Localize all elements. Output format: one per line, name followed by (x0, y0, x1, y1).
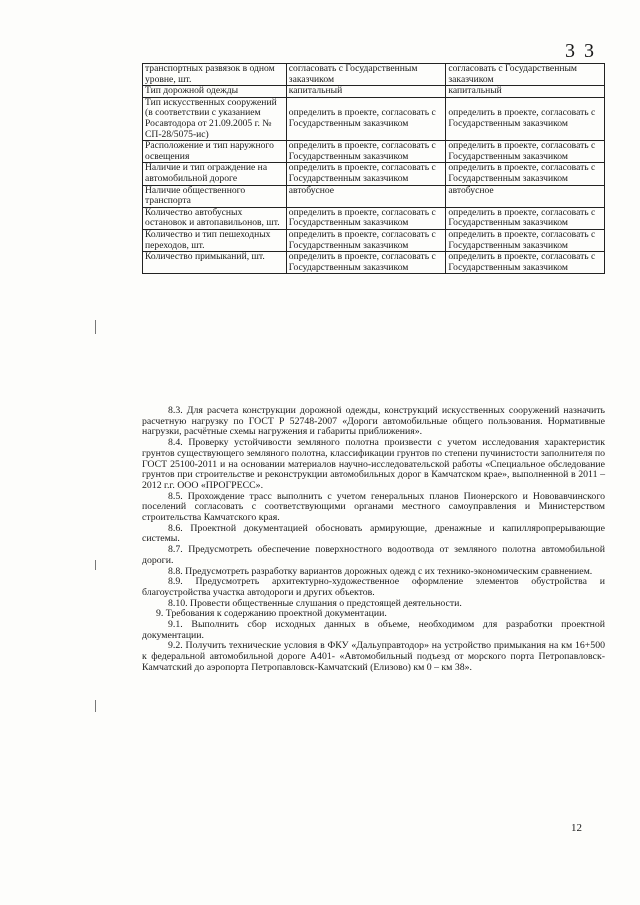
target-value-cell: определить в проекте, согласовать с Государственным заказчиком (446, 229, 605, 251)
design-value-cell: определить в проекте, согласовать с Государственным заказчиком (286, 207, 446, 229)
table-row (143, 97, 605, 140)
target-value-cell: определить в проекте, согласовать с Государственным заказчиком (446, 207, 605, 229)
design-value-cell: определить в проекте, согласовать с Государственным заказчиком (286, 97, 446, 140)
table-row (143, 64, 605, 86)
design-value-cell: определить в проекте, согласовать с Государственным заказчиком (286, 163, 446, 185)
paragraph: 8.9. Предусмотреть архитектурно-художественное оформление элементов обустройства и благоустройства участка автодороги и других объектов. (142, 576, 605, 598)
target-value-cell: определить в проекте, согласовать с Государственным заказчиком (446, 252, 605, 274)
target-value-cell: определить в проекте, согласовать с Государственным заказчиком (446, 97, 605, 140)
table-row (143, 163, 605, 185)
paragraph: 8.5. Прохождение трасс выполнить с учетом генеральных планов Пионерского и Нововавчинского поселений согласовать с соответствующими органами местного самоуправления и Министерством строительства Камчатского края. (142, 490, 605, 524)
paragraph: 8.4. Проверку устойчивости земляного полотна произвести с учетом исследования характеристик грунтов существующего земляного полотна, классификации грунтов по степени пучинистости заполнителя по ГОСТ 25100-2011 и на основании материалов научно-исследовательской работы «Специальное обследование грунтов при строительстве и реконструкции автомобильных дорог в Камчатском крае», выполненной в 2011 – 2012 г.г. ООО «ПРОГРЕСС». (142, 437, 605, 491)
margin-scan-mark (95, 320, 96, 334)
design-value-cell: определить в проекте, согласовать с Государственным заказчиком (286, 252, 446, 274)
paragraph: 8.10. Провести общественные слушания о предстоящей деятельности. (168, 597, 462, 609)
paragraph: 8.8. Предусмотреть разработку вариантов дорожных одежд с их технико-экономическим сравнением. (168, 565, 593, 577)
param-cell: Тип искусственных сооружений (в соответствии с указанием Росавтодора от 21.09.2005 г. № СП-28/5075-ис) (143, 97, 287, 140)
param-cell: Наличие и тип ограждение на автомобильной дороге (143, 163, 287, 185)
design-value-cell: капитальный (286, 86, 446, 98)
param-cell: Количество и тип пешеходных переходов, шт. (143, 229, 287, 251)
paragraph: 8.6. Проектной документацией обосновать армирующие, дренажные и капилляропрерывающие системы. (142, 522, 605, 545)
param-cell: Количество автобусных остановок и автопавильонов, шт. (143, 207, 287, 229)
page-stamp-number: 3 3 (565, 40, 596, 62)
page-number: 12 (571, 822, 582, 834)
param-cell: Расположение и тип наружного освещения (143, 141, 287, 163)
param-cell: транспортных развязок в одном уровне, шт. (143, 64, 287, 86)
design-value-cell: определить в проекте, согласовать с Государственным заказчиком (286, 229, 446, 251)
param-cell: Количество примыканий, шт. (143, 252, 287, 274)
design-value-cell: автобусное (286, 185, 446, 207)
design-value-cell: согласовать с Государственным заказчиком (286, 64, 446, 86)
target-value-cell: определить в проекте, согласовать с Государственным заказчиком (446, 163, 605, 185)
target-value-cell: капитальный (446, 86, 605, 98)
paragraph: 8.7. Предусмотреть обеспечение поверхностного водоотвода от земляного полотна автомобильной дороги. (142, 544, 605, 566)
design-value-cell: определить в проекте, согласовать с Государственным заказчиком (286, 141, 446, 163)
margin-scan-mark (95, 560, 96, 570)
section-heading: 9. Требования к содержанию проектной документации. (156, 608, 387, 620)
paragraph: 9.2. Получить технические условия в ФКУ «Дальуправтодор» на устройство примыкания на км 16+500 к федеральной автомобильной дороге А401- «Автомобильный подъезд от морского порта Петропавловск-Камчатский до аэропорта Петропавловск-Камчатский (Елизово) км 0 – км 38». (142, 640, 605, 673)
table-row (143, 229, 605, 251)
table-row (143, 185, 605, 207)
margin-scan-mark (95, 700, 96, 712)
table-row (143, 86, 605, 98)
table-row (143, 141, 605, 163)
document-body (142, 406, 605, 674)
target-value-cell: автобусное (446, 185, 605, 207)
paragraph: 8.3. Для расчета конструкции дорожной одежды, конструкций искусственных сооружений назначить расчетную нагрузку по ГОСТ Р 52748-2007 «Дороги автомобильные общего пользования. Нормативные нагрузки, расчётные схемы нагружения и габариты приближения». (142, 405, 605, 438)
requirements-table (142, 63, 605, 274)
paragraph: 9.1. Выполнить сбор исходных данных в объеме, необходимом для разработки проектной документации. (142, 619, 605, 641)
table-row (143, 207, 605, 229)
target-value-cell: согласовать с Государственным заказчиком (446, 64, 605, 86)
param-cell: Наличие общественного транспорта (143, 185, 287, 207)
param-cell: Тип дорожной одежды (143, 86, 287, 98)
table-row (143, 252, 605, 274)
target-value-cell: определить в проекте, согласовать с Государственным заказчиком (446, 141, 605, 163)
